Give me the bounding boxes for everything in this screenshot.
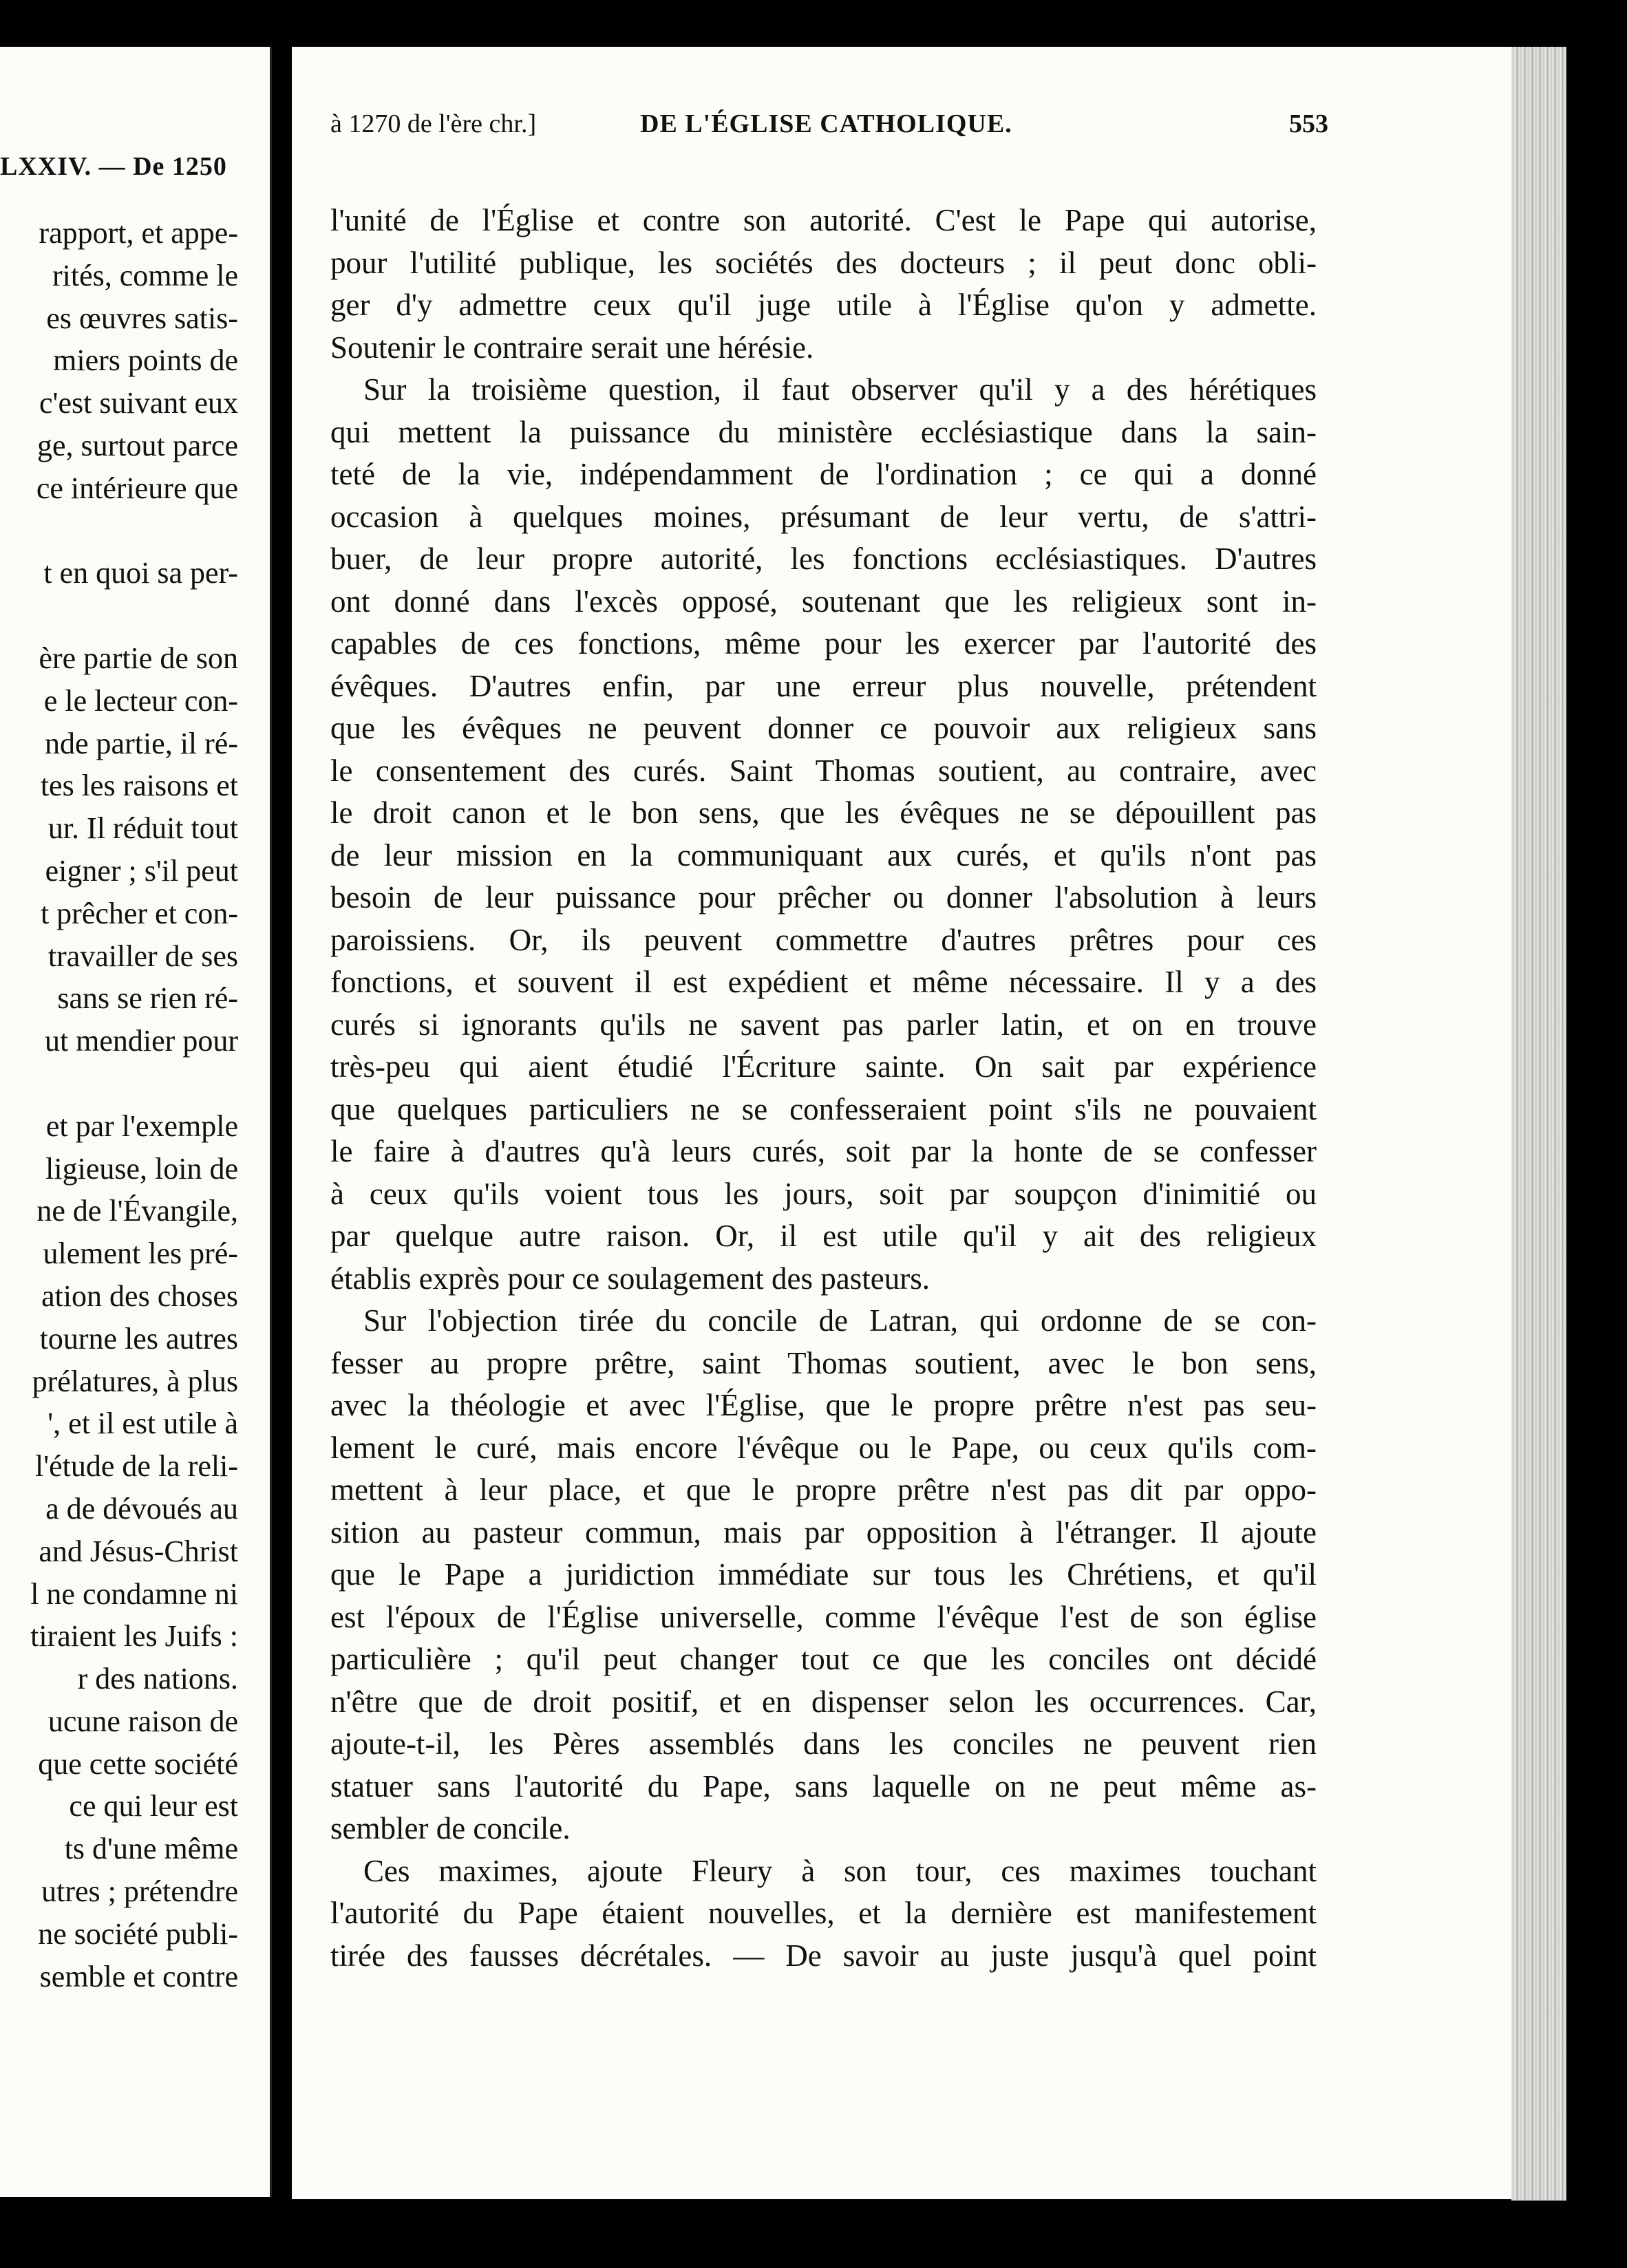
- text-line: ont donné dans l'excès opposé, soutenant que les religieux sont in-: [330, 584, 1317, 619]
- left-line: que cette société: [38, 1746, 238, 1781]
- text-line: statuer sans l'autorité du Pape, sans laquelle on ne peut même as-: [330, 1768, 1317, 1804]
- text-line: sembler de concile.: [330, 1811, 571, 1846]
- left-line: ne société publi-: [38, 1916, 238, 1951]
- text-line: mettent à leur place, et que le propre prêtre n'est pas dit par oppo-: [330, 1473, 1317, 1507]
- text-line: est l'époux de l'Église universelle, comme l'évêque l'est de son église: [330, 1599, 1317, 1634]
- text-line: ger d'y admettre ceux qu'il juge utile à l'Église qu'on y admette.: [330, 288, 1317, 322]
- text-line: le droit canon et le bon sens, que les évêques ne se dépouillent pas: [330, 795, 1317, 830]
- left-line: tiraient les Juifs :: [30, 1619, 238, 1654]
- left-line: ne de l'Évangile,: [36, 1194, 238, 1228]
- text-line: que les évêques ne peuvent donner ce pouvoir aux religieux sans: [330, 711, 1317, 745]
- left-line: ut mendier pour: [44, 1024, 238, 1058]
- left-line: and Jésus-Christ: [39, 1534, 238, 1568]
- text-line: très-peu qui aient étudié l'Écriture sainte. On sait par expérience: [330, 1049, 1317, 1084]
- left-line: t prêcher et con-: [40, 896, 238, 930]
- text-line: à ceux qu'ils voient tous les jours, soit par soupçon d'inimitié ou: [330, 1176, 1317, 1211]
- text-line: l'autorité du Pape étaient nouvelles, et la dernière est manifestement: [330, 1896, 1317, 1930]
- left-line: ation des choses: [41, 1279, 238, 1313]
- page-edge: [1511, 47, 1566, 2201]
- left-line: ulement les pré-: [43, 1237, 238, 1271]
- text-line: sition au pasteur commun, mais par opposition à l'étranger. Il ajoute: [330, 1515, 1317, 1550]
- left-line: e le lecteur con-: [43, 683, 238, 718]
- left-line: l ne condamne ni: [30, 1576, 238, 1611]
- text-line: évêques. D'autres enfin, par une erreur plus nouvelle, prétendent: [330, 668, 1317, 703]
- left-line: t en quoi sa per-: [43, 556, 238, 590]
- left-line: nde partie, il ré-: [45, 726, 238, 760]
- left-line: r des nations.: [77, 1662, 238, 1696]
- left-line: ce qui leur est: [69, 1789, 238, 1823]
- text-line: que le Pape a juridiction immédiate sur tous les Chrétiens, et qu'il: [330, 1557, 1317, 1592]
- left-line: tourne les autres: [39, 1321, 238, 1356]
- text-line: que quelques particuliers ne se confesseraient point s'ils ne pouvaient: [330, 1091, 1317, 1126]
- left-line: utres ; prétendre: [41, 1874, 238, 1909]
- text-line: le consentement des curés. Saint Thomas soutient, au contraire, avec: [330, 753, 1317, 788]
- left-line: ur. Il réduit tout: [47, 811, 238, 846]
- left-line: es œuvres satis-: [46, 301, 238, 335]
- text-line: de leur mission en la communiquant aux curés, et qu'ils n'ont pas: [330, 837, 1317, 873]
- text-line: particulière ; qu'il peut changer tout ce que les conciles ont décidé: [330, 1642, 1317, 1676]
- text-line: lement le curé, mais encore l'évêque ou le Pape, ou ceux qu'ils com-: [330, 1430, 1317, 1465]
- text-line: fesser au propre prêtre, saint Thomas soutient, avec le bon sens,: [330, 1345, 1317, 1380]
- text-line: l'unité de l'Église et contre son autorité. C'est le Pape qui autorise,: [330, 203, 1317, 237]
- text-line: établis exprès pour ce soulagement des pasteurs.: [330, 1261, 930, 1296]
- text-line: le faire à d'autres qu'à leurs curés, soit par la honte de se confesser: [330, 1134, 1317, 1168]
- left-line: ucune raison de: [47, 1704, 238, 1738]
- left-line: [0, 595, 272, 637]
- text-line: avec la théologie et avec l'Église, que le propre prêtre n'est pas seu-: [330, 1388, 1317, 1422]
- left-line: rités, comme le: [52, 258, 238, 292]
- text-line: besoin de leur puissance pour prêcher ou donner l'absolution à leurs: [330, 880, 1317, 914]
- body-text: [330, 200, 1317, 1977]
- text-line: capables de ces fonctions, même pour les exercer par l'autorité des: [330, 626, 1317, 661]
- left-line: ce intérieure que: [36, 471, 238, 505]
- text-line: teté de la vie, indépendamment de l'ordination ; ce qui a donné: [330, 457, 1317, 491]
- text-line: ajoute-t-il, les Pères assemblés dans les conciles ne peuvent rien: [330, 1726, 1317, 1761]
- left-line: [0, 510, 272, 553]
- left-line: [0, 1062, 272, 1105]
- text-line: Sur l'objection tirée du concile de Latran, qui ordonne de se con-: [363, 1303, 1317, 1338]
- left-line: c'est suivant eux: [39, 386, 238, 420]
- left-line: miers points de: [53, 343, 238, 378]
- text-line: Ces maximes, ajoute Fleury à son tour, ces maximes touchant: [363, 1853, 1317, 1888]
- left-line: eigner ; s'il peut: [45, 853, 238, 888]
- left-line: tes les raisons et: [40, 769, 238, 803]
- left-line: ligieuse, loin de: [45, 1151, 238, 1186]
- left-page-text: [0, 212, 272, 1998]
- left-line: rapport, et appe-: [39, 216, 238, 250]
- text-line: Soutenir le contraire serait une hérésie.: [330, 330, 814, 365]
- left-line: l'étude de la reli-: [34, 1449, 238, 1484]
- left-line: travailler de ses: [47, 939, 238, 973]
- left-line: prélatures, à plus: [32, 1364, 238, 1398]
- text-line: qui mettent la puissance du ministère ecclésiastique dans la sain-: [330, 414, 1317, 449]
- left-line: ère partie de son: [39, 641, 238, 675]
- text-line: pour l'utilité publique, les sociétés des docteurs ; il peut donc obli-: [330, 245, 1317, 280]
- left-line: sans se rien ré-: [57, 981, 238, 1016]
- left-line: a de dévoués au: [45, 1491, 238, 1526]
- text-line: occasion à quelques moines, présumant de leur vertu, de s'attri-: [330, 499, 1317, 534]
- left-page-header: LXXIV. — De 1250: [0, 152, 227, 181]
- left-page: [0, 47, 272, 2197]
- text-line: fonctions, et souvent il est expédient et même nécessaire. Il y a des: [330, 965, 1317, 999]
- page-number: 553: [1289, 109, 1328, 138]
- text-line: tirée des fausses décrétales. — De savoir au juste jusqu'à quel point: [330, 1938, 1317, 1973]
- running-head: [330, 109, 1328, 150]
- left-line: semble et contre: [39, 1959, 238, 1993]
- text-line: par quelque autre raison. Or, il est utile qu'il y ait des religieux: [330, 1219, 1317, 1253]
- left-line: et par l'exemple: [45, 1109, 238, 1143]
- left-line: ts d'une même: [64, 1832, 238, 1866]
- text-line: paroissiens. Or, ils peuvent commettre d'autres prêtres pour ces: [330, 922, 1317, 957]
- text-line: n'être que de droit positif, et en dispenser selon les occurrences. Car,: [330, 1684, 1317, 1719]
- left-line: ge, surtout parce: [37, 428, 238, 462]
- text-line: Sur la troisième question, il faut observer qu'il y a des hérétiques: [363, 372, 1317, 407]
- left-line: ', et il est utile à: [47, 1406, 238, 1441]
- running-head-title: DE L'ÉGLISE CATHOLIQUE.: [640, 109, 1012, 138]
- text-line: curés si ignorants qu'ils ne savent pas parler latin, et on en trouve: [330, 1007, 1317, 1042]
- text-line: buer, de leur propre autorité, les fonctions ecclésiastiques. D'autres: [330, 542, 1317, 576]
- running-head-dates: à 1270 de l'ère chr.]: [330, 109, 537, 138]
